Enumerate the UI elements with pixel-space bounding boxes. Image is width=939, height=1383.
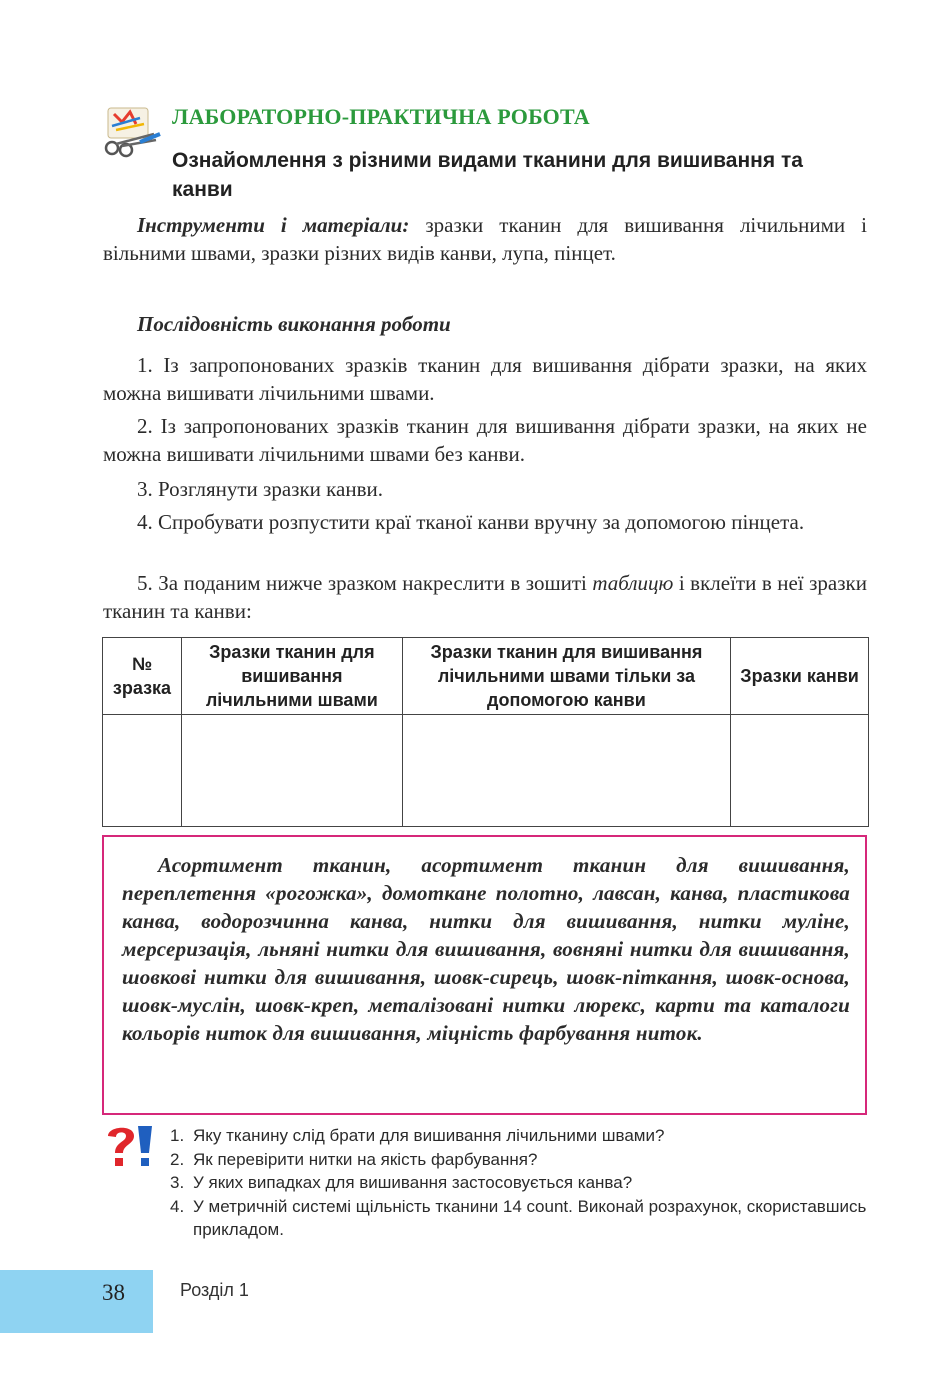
question-item bbox=[170, 1148, 870, 1172]
step-item: 2. Із запропонованих зразків тканин для вишивання дібрати зразки, на яких не можна вишивати лічильними швами без канви. bbox=[103, 414, 867, 466]
step-item bbox=[103, 569, 867, 625]
question-number: 2. bbox=[170, 1149, 185, 1169]
table-header-cell: № зразка bbox=[103, 638, 182, 715]
lab-work-subtitle: Ознайомлення з різними видами тканини для вишивання та канви bbox=[172, 149, 803, 201]
sample-table bbox=[102, 637, 869, 827]
footer-color-bar bbox=[0, 1270, 153, 1333]
table-cell-empty bbox=[731, 715, 869, 827]
tools-paragraph bbox=[103, 211, 867, 267]
tools-text: зразки тканин для вишивання лічильними і вільними швами, зразки різних видів канви, лупа, пінцет. bbox=[103, 213, 867, 265]
question-item bbox=[170, 1124, 870, 1148]
page-number: 38 bbox=[102, 1280, 125, 1305]
question-text: Як перевірити нитки на якість фарбування? bbox=[193, 1149, 538, 1169]
section-label: Розділ 1 bbox=[180, 1280, 249, 1300]
step-item: 3. Розглянути зразки канви. bbox=[137, 477, 383, 501]
question-number: 1. bbox=[170, 1126, 185, 1145]
question-item bbox=[170, 1171, 870, 1195]
question-number: 4. bbox=[170, 1196, 185, 1216]
table-header-cell: Зразки тканин для вишивання лічильними швами тільки за допомогою канви bbox=[402, 638, 730, 715]
tools-lead: Інструменти і матеріали: bbox=[137, 213, 410, 237]
table-row bbox=[103, 715, 869, 827]
question-number: 3. bbox=[170, 1173, 185, 1192]
table-cell-empty bbox=[181, 715, 402, 827]
table-cell-empty bbox=[103, 715, 182, 827]
questions-list bbox=[170, 1124, 870, 1242]
step5-text-italic: таблицю bbox=[592, 571, 674, 595]
step-item: 1. Із запропонованих зразків тканин для вишивання дібрати зразки, на яких можна вишивати лічильними швами. bbox=[103, 353, 867, 405]
table-header-cell: Зразки тканин для вишивання лічильними швами bbox=[181, 638, 402, 715]
key-terms-box bbox=[102, 835, 867, 1115]
sequence-heading: Послідовність виконання роботи bbox=[137, 312, 451, 336]
question-text: У яких випадках для вишивання застосовується канва? bbox=[193, 1173, 633, 1192]
key-terms-text: Асортимент тканин, асортимент тканин для вишивання, переплетення «рогожка», домоткане полотно, лавсан, канва, пластикова канва, водорозчинна канва, нитки для вишивання, нитки муліне, мерсеризація, льняні нитки для вишивання, вовняні нитки для вишивання, шовкові нитки для вишивання, шовк-сирець, шовк-піткання, шовк-основа, шовк-муслін, шовк-креп, металізовані нитки люрекс, карти та каталоги кольорів ниток для вишивання, міцність фарбування ниток. bbox=[122, 853, 850, 1045]
step5-text-before: 5. За поданим нижче зразком накреслити в зошиті bbox=[137, 571, 593, 595]
lab-work-title: ЛАБОРАТОРНО-ПРАКТИЧНА РОБОТА bbox=[172, 104, 590, 129]
step-item: 4. Спробувати розпустити краї тканої канви вручну за допомогою пінцета. bbox=[137, 510, 805, 534]
question-item bbox=[170, 1195, 870, 1242]
question-text: Яку тканину слід брати для вишивання лічильними швами? bbox=[193, 1126, 665, 1145]
question-exclamation-icon bbox=[104, 1124, 156, 1170]
table-header-row bbox=[103, 638, 869, 715]
step5-text-after: і вклеїти в неї зразки тканин та канви: bbox=[103, 571, 867, 623]
question-text: У метричній системі щільність тканини 14 count. Виконай розрахунок, скориставшись прикладом. bbox=[193, 1196, 867, 1239]
sewing-tools-icon bbox=[100, 104, 162, 160]
table-cell-empty bbox=[402, 715, 730, 827]
table-header-cell: Зразки канви bbox=[731, 638, 869, 715]
